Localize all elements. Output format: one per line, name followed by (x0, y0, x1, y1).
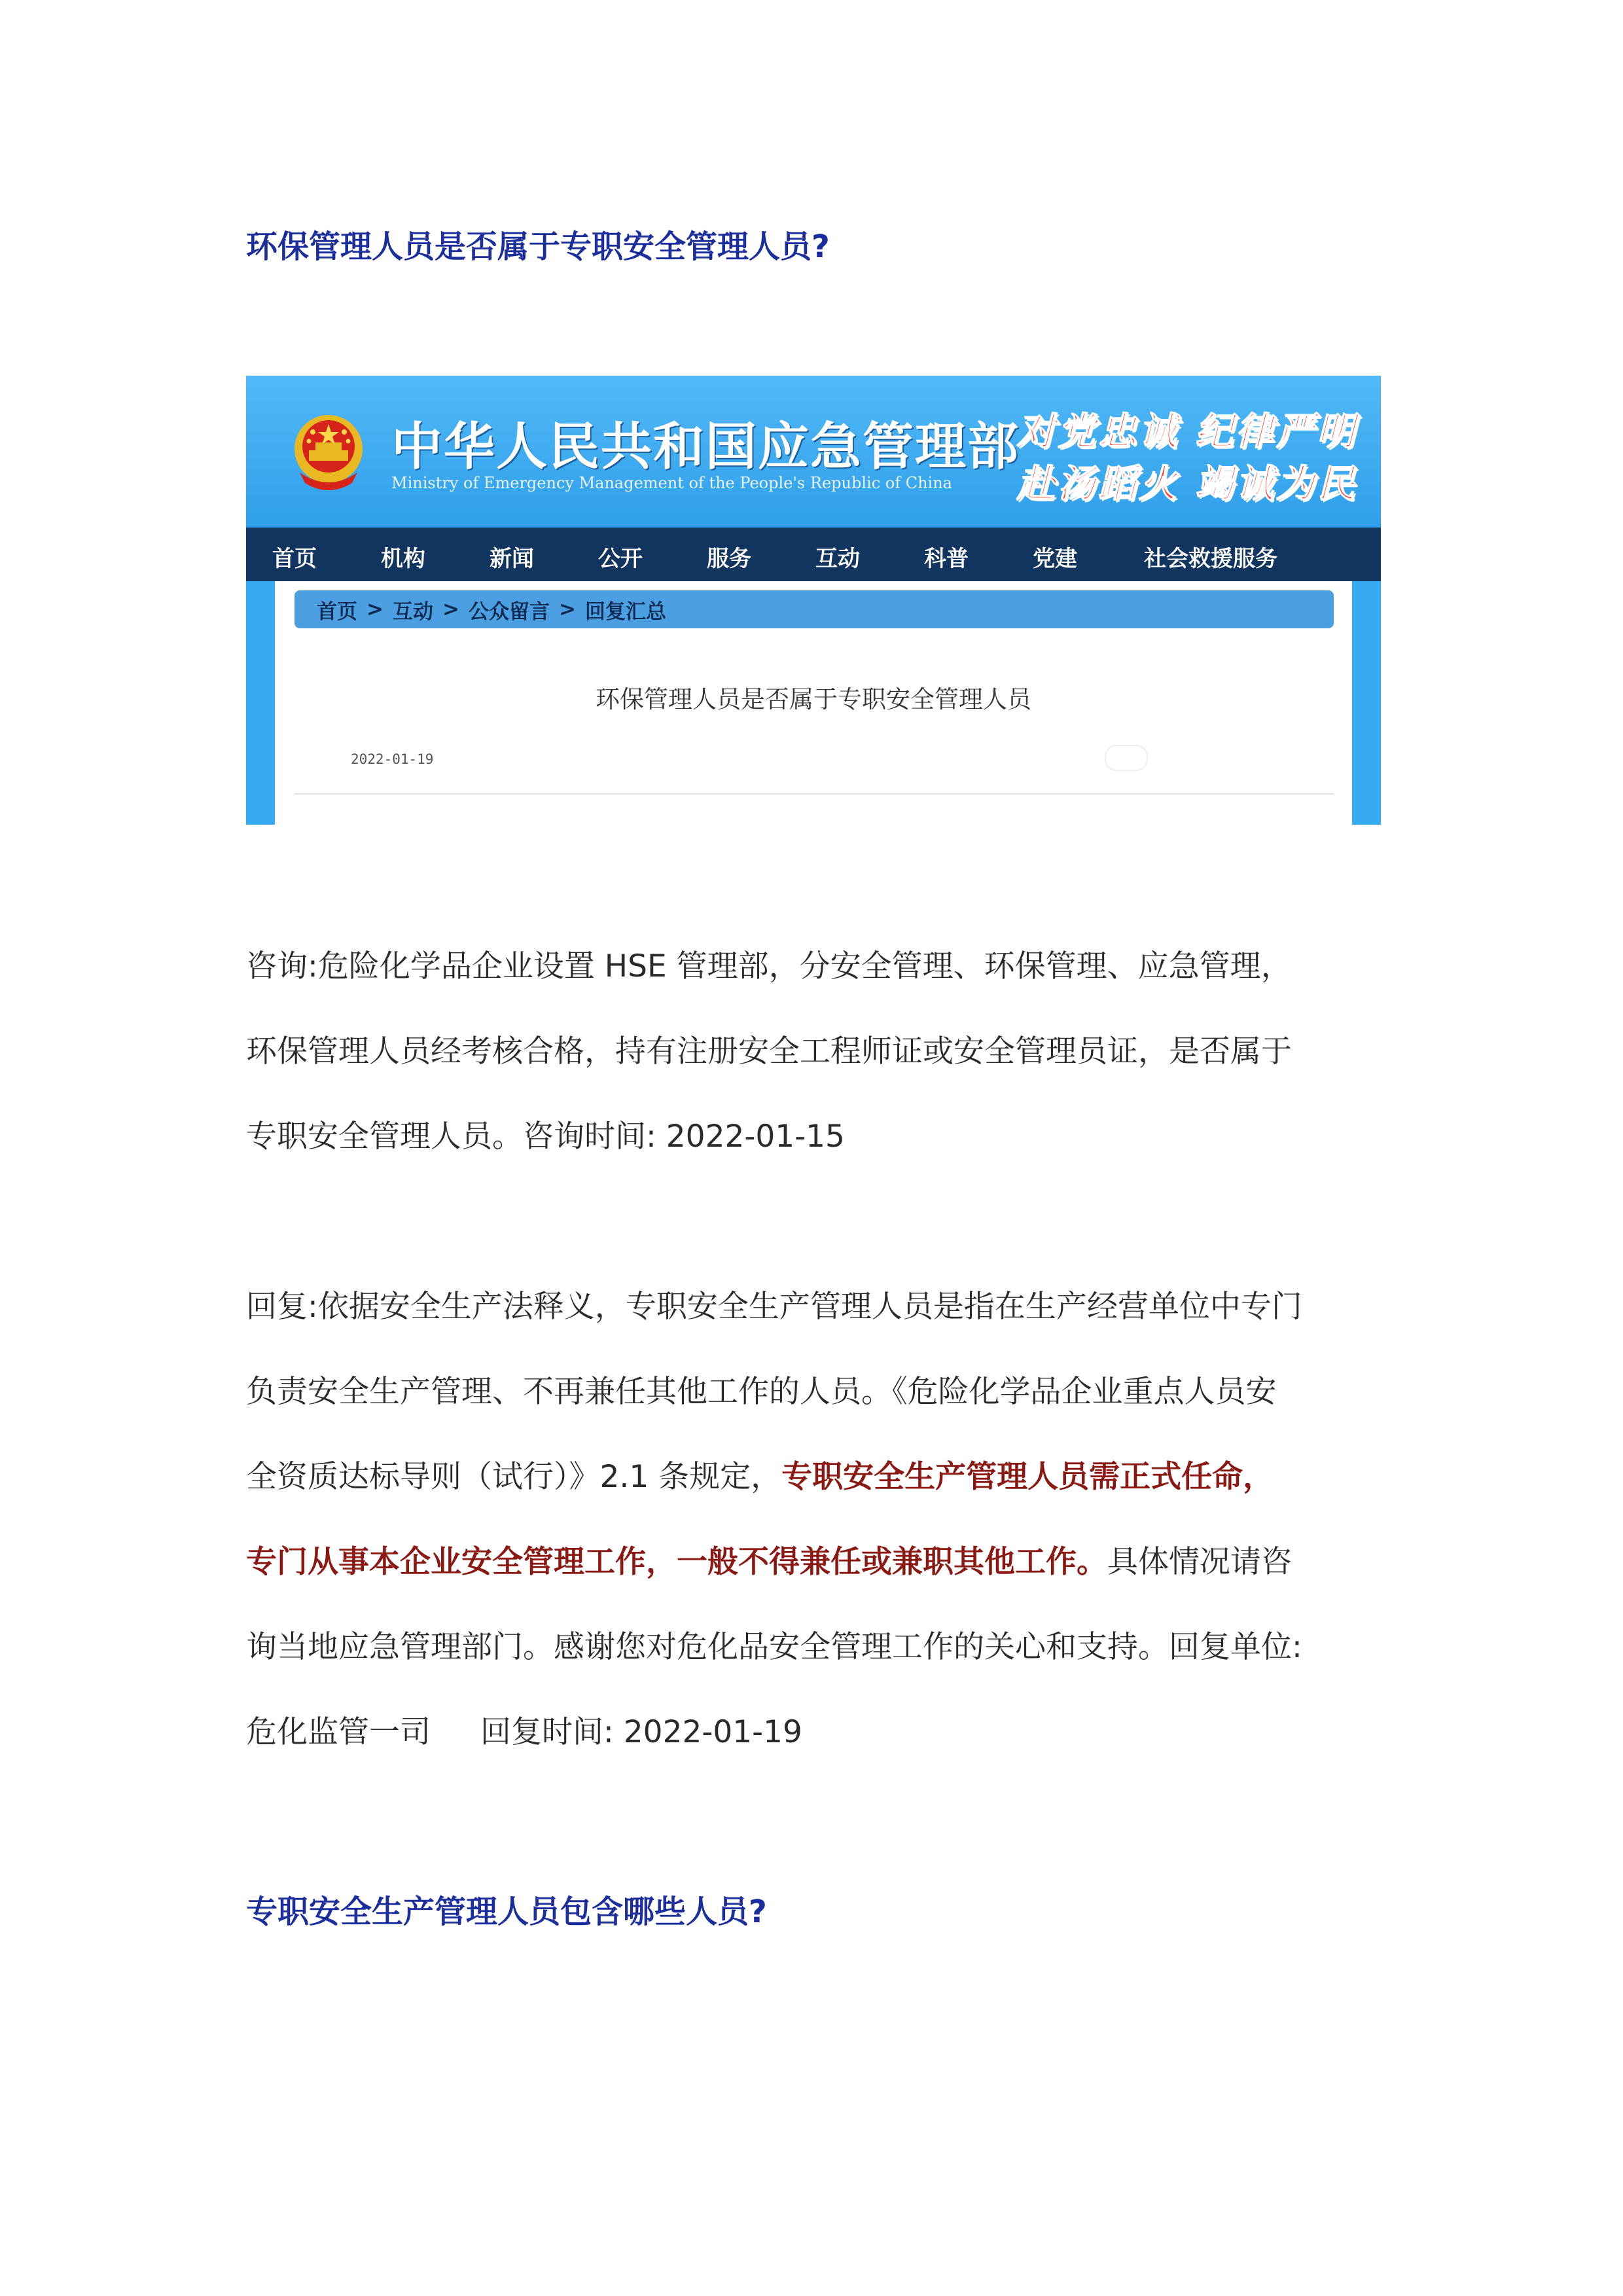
breadcrumb-separator: > (442, 598, 459, 621)
emphasized-text: 专职安全生产管理人员需正式任命， (781, 1459, 1274, 1495)
site-title: 中华人民共和国应急管理部 (391, 418, 1020, 476)
national-emblem-icon (287, 410, 370, 493)
reply-paragraph (246, 1265, 1381, 1775)
breadcrumb (294, 590, 1334, 628)
reply-text: 全资质达标导则（试行）》2.1 条规定， (246, 1459, 782, 1495)
consultation-paragraph (246, 924, 1381, 1179)
breadcrumb-public-messages[interactable]: 公众留言 (468, 600, 550, 624)
reply-line: 回复:依据安全生产法释义，专职安全生产管理人员是指在生产经营单位中专门 (246, 1289, 1302, 1325)
site-banner (246, 376, 1381, 528)
slogan-line-2: 赴汤蹈火 竭诚为民 (1017, 461, 1358, 506)
nav-item-interaction[interactable]: 互动 (815, 546, 860, 572)
nav-item-public[interactable]: 公开 (598, 546, 643, 572)
nav-item-services[interactable]: 服务 (707, 546, 751, 572)
nav-item-science[interactable]: 科普 (924, 546, 969, 572)
nav-item-home[interactable]: 首页 (272, 546, 317, 572)
slogan-line-1: 对党忠诚 纪律严明 (1017, 409, 1358, 454)
consultation-line: 专职安全管理人员。咨询时间: 2022-01-15 (246, 1119, 845, 1155)
reply-text: 具体情况请咨 (1107, 1544, 1292, 1580)
breadcrumb-separator: > (366, 598, 383, 621)
nav-item-organization[interactable]: 机构 (381, 546, 425, 572)
share-icon[interactable] (1105, 745, 1148, 771)
reply-time: 回复时间: 2022-01-19 (480, 1714, 802, 1750)
question-heading-2: 专职安全生产管理人员包含哪些人员? (246, 1893, 767, 1930)
reply-line (246, 1435, 1381, 1520)
reply-line: 负责安全生产管理、不再兼任其他工作的人员。《危险化学品企业重点人员安 (246, 1374, 1277, 1410)
reply-line (246, 1690, 1381, 1775)
breadcrumb-home[interactable]: 首页 (317, 600, 357, 624)
reply-line: 询当地应急管理部门。感谢您对危化品安全管理工作的关心和支持。回复单位: (246, 1629, 1302, 1665)
nav-item-party[interactable]: 党建 (1033, 546, 1077, 572)
article-title: 环保管理人员是否属于专职安全管理人员 (596, 685, 1031, 713)
site-subtitle: Ministry of Emergency Management of the People's Republic of China (391, 474, 952, 492)
divider (294, 793, 1334, 795)
question-heading-1: 环保管理人员是否属于专职安全管理人员? (246, 228, 830, 265)
nav-item-news[interactable]: 新闻 (490, 546, 534, 572)
article-panel (275, 581, 1352, 825)
consultation-line: 环保管理人员经考核合格，持有注册安全工程师证或安全管理员证，是否属于 (246, 1033, 1292, 1069)
article-date: 2022-01-19 (351, 751, 434, 767)
reply-line (246, 1520, 1381, 1605)
consultation-line: 咨询:危险化学品企业设置 HSE 管理部，分安全管理、环保管理、应急管理， (246, 948, 1292, 984)
ministry-website-screenshot (246, 376, 1381, 825)
site-navbar (246, 528, 1381, 581)
reply-unit: 危化监管一司 (246, 1714, 431, 1750)
breadcrumb-interaction[interactable]: 互动 (392, 600, 433, 624)
breadcrumb-separator: > (558, 598, 576, 621)
emphasized-text: 专门从事本企业安全管理工作，一般不得兼任或兼职其他工作。 (246, 1544, 1107, 1580)
nav-item-rescue-services[interactable]: 社会救援服务 (1144, 546, 1277, 572)
breadcrumb-reply-summary[interactable]: 回复汇总 (584, 600, 666, 624)
